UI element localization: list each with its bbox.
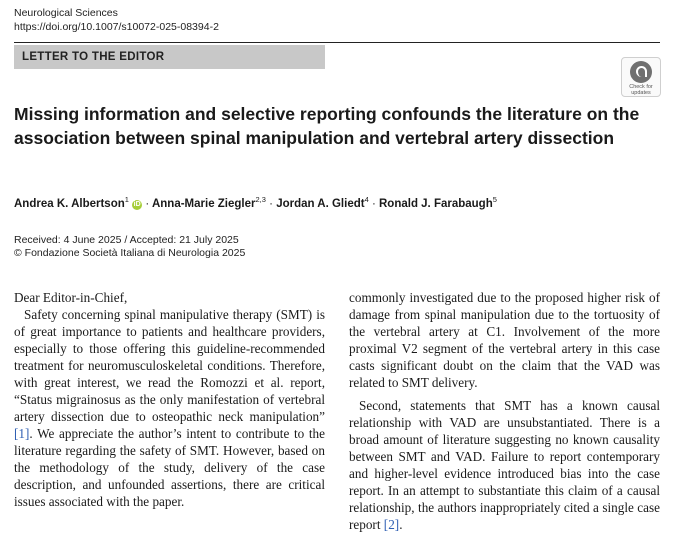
body-paragraph: commonly investigated due to the proposed higher risk of damage from spinal manipulation due to the tortuosity of the vertebral artery at C1. Involvement of the more proximal V2 segment of the vertebral artery in this case casts significant doubt on the claim that the VAD was related to SMT delivery. [349,290,660,390]
body-column-left [14,289,325,510]
article-dates: Received: 4 June 2025 / Accepted: 21 July 2025 [14,234,239,246]
author-separator: · [145,197,150,210]
author-separator: · [269,197,273,210]
citation-link[interactable]: [1] [14,426,30,441]
body-paragraph [14,306,325,510]
author-name[interactable]: Anna-Marie Ziegler [151,197,256,210]
body-paragraph [349,397,660,533]
author-affiliation: 5 [492,195,497,204]
author-affiliation: 2,3 [255,195,266,204]
article-title: Missing information and selective reporting confounds the literature on the association between spinal manipulation and vertebral artery dissection [14,104,640,148]
author-list [14,192,664,212]
author-affiliation: 1 [124,195,129,204]
author-affiliation: 4 [364,195,369,204]
author-name[interactable]: Jordan A. Gliedt [276,197,365,210]
updates-label: Check for updates [629,84,653,96]
orcid-icon[interactable]: iD [133,200,141,208]
salutation: Dear Editor-in-Chief, [14,290,128,305]
journal-name: Neurological Sciences [14,7,118,19]
paragraph-text: . [399,517,403,532]
paragraph-text: Safety concerning spinal manipulative therapy (SMT) is of great importance to patients and healthcare providers, especially to those offering this guideline-recommended treatment for neuromusculoskeletal conditions. Therefore, with great interest, we read the Romozzi et al. report, “Status migrainosus as the only manifestation of vertebral artery dissection due to osteopathic neck manipulation” [14,307,325,424]
author-separator: · [371,197,376,210]
paragraph-text: Second, statements that SMT has a known causal relationship with VAD are unsubstantiated. There is a broad amount of literature suggesting no known causality between SMT and VAD. Failure to report contemporary and higher-level evidence introduced bias into the case report. In an attempt to substantiate this claim of a causal relationship, the authors inappropriately cited a single case report [349,398,660,532]
paragraph-text: . We appreciate the author’s intent to contribute to the literature regarding the safety of SMT. However, based on the methodology of the study, delivery of the case description, and unfounded assertions, there are critical issues associated with the paper. [14,426,325,509]
copyright-notice: © Fondazione Società Italiana di Neurologia 2025 [14,247,246,259]
citation-link[interactable]: [2] [383,517,400,532]
doi-link[interactable]: https://doi.org/10.1007/s10072-025-08394-2 [14,21,219,33]
header-divider [14,42,660,43]
check-for-updates-button[interactable] [621,57,661,97]
refresh-icon [630,61,652,83]
author-name[interactable]: Ronald J. Farabaugh [379,197,493,210]
body-column-right [349,289,660,533]
author-name[interactable]: Andrea K. Albertson [14,197,125,210]
article-type-banner: LETTER TO THE EDITOR [14,45,325,69]
